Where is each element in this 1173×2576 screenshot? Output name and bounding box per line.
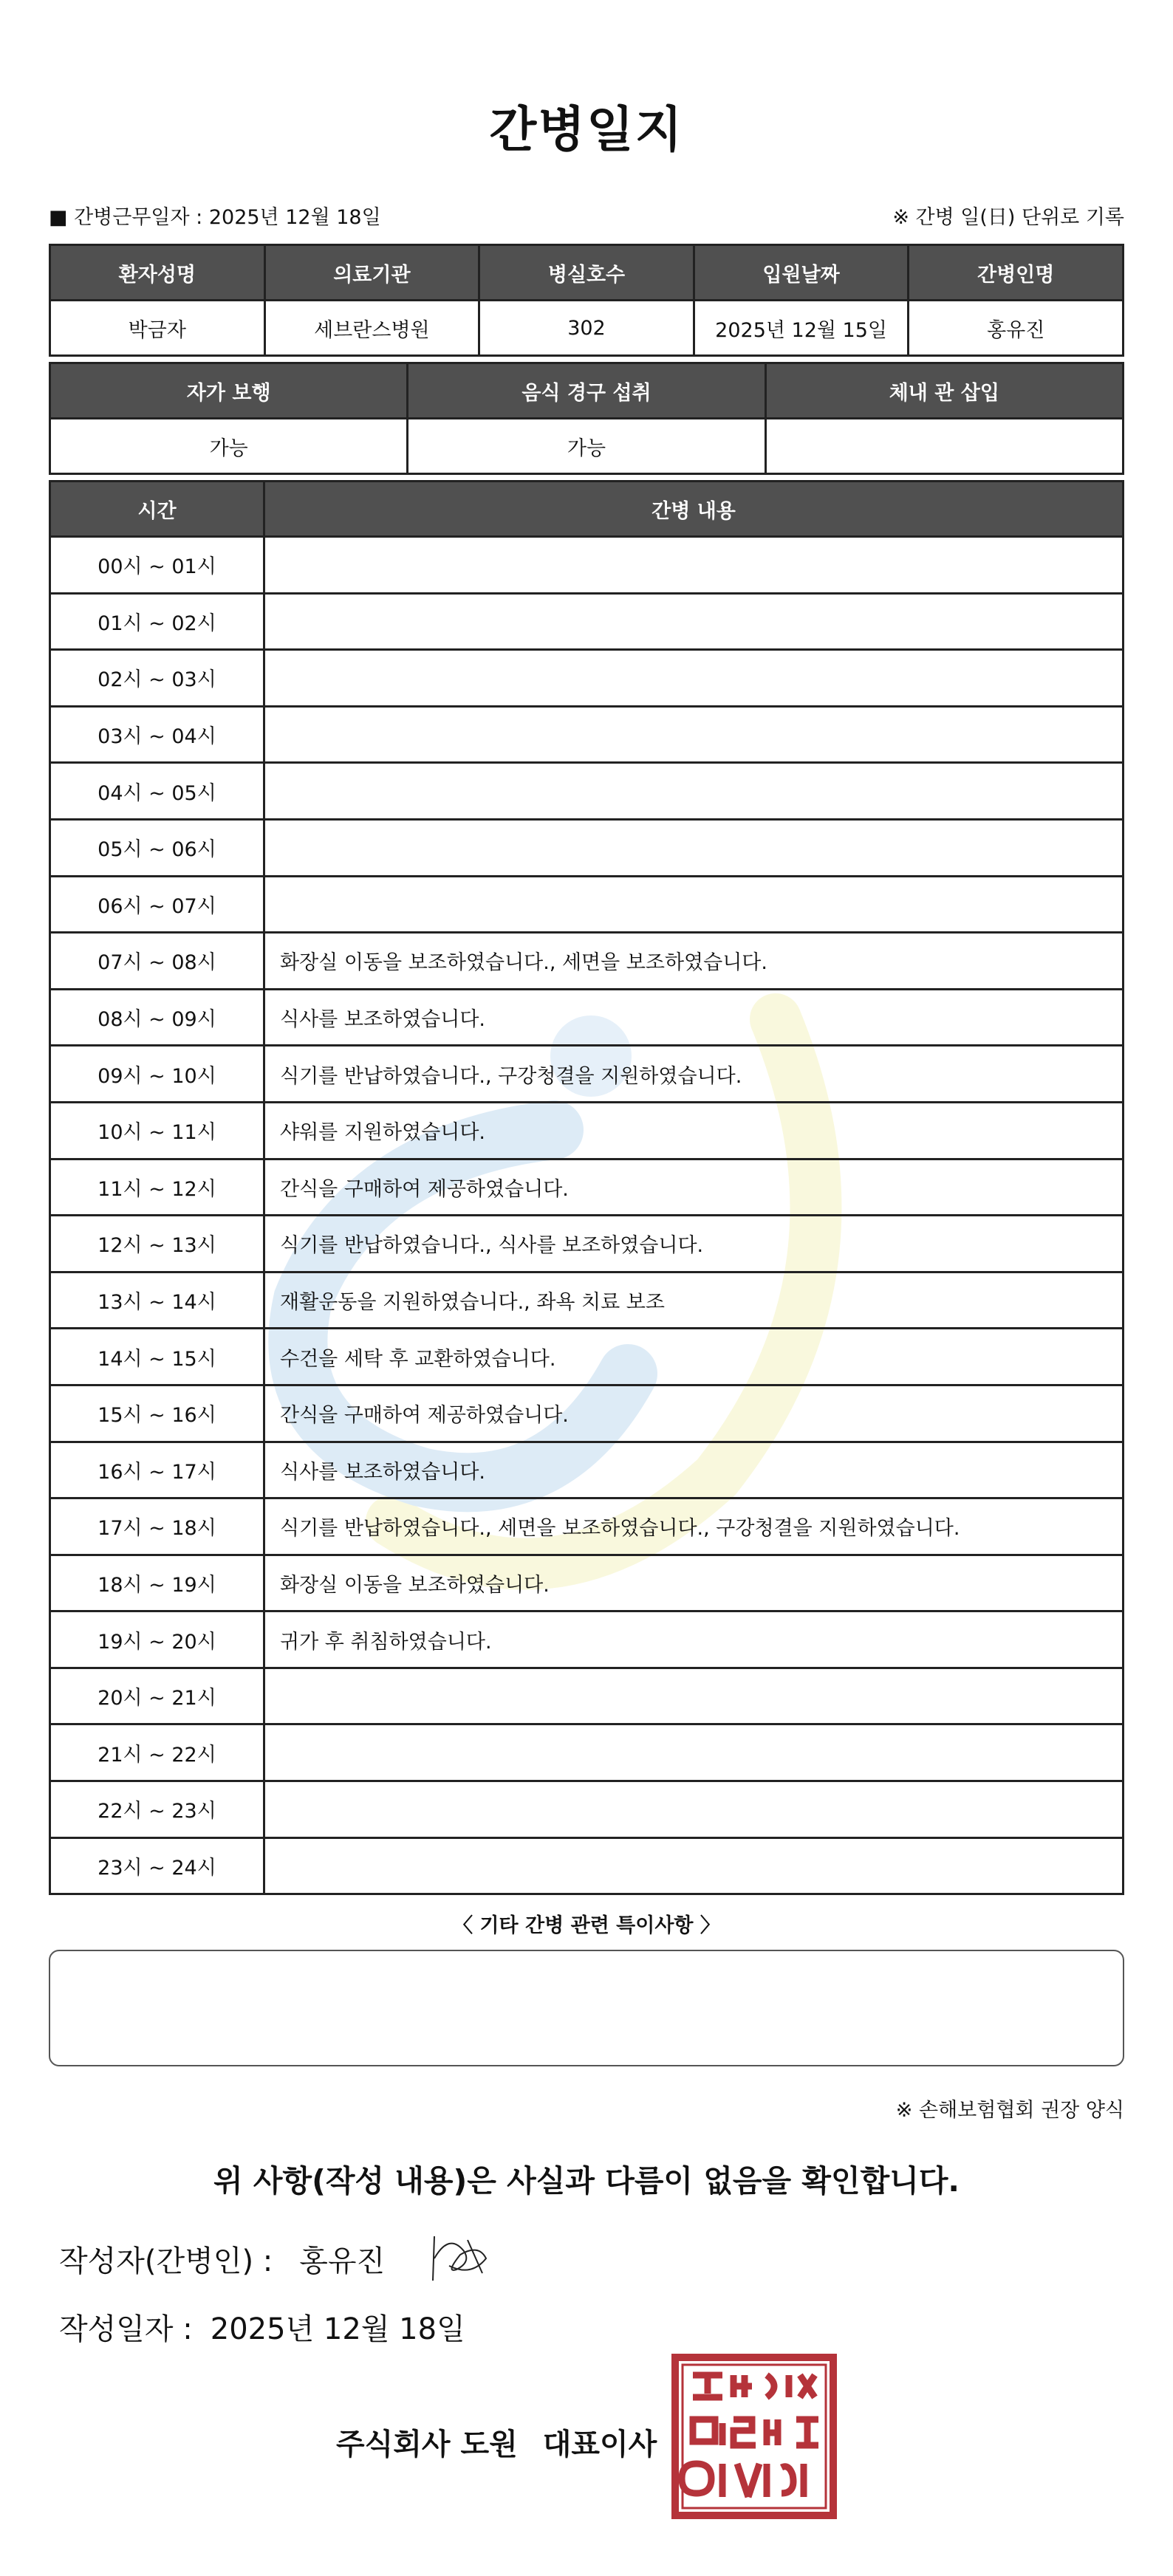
log-row xyxy=(50,650,1124,707)
log-time: 16시 ~ 17시 xyxy=(50,1442,264,1498)
log-row xyxy=(50,706,1124,763)
log-row xyxy=(50,1555,1124,1611)
log-row xyxy=(50,1498,1124,1555)
log-row xyxy=(50,537,1124,594)
log-time: 06시 ~ 07시 xyxy=(50,876,264,933)
log-time: 01시 ~ 02시 xyxy=(50,593,264,650)
log-row xyxy=(50,989,1124,1046)
work-date: ■ 간병근무일자 : 2025년 12월 18일 xyxy=(49,206,381,229)
log-content xyxy=(264,706,1124,763)
log-time: 07시 ~ 08시 xyxy=(50,933,264,990)
writer-label: 작성자(간병인) : xyxy=(59,2244,273,2278)
log-row xyxy=(50,1159,1124,1216)
log-row xyxy=(50,1385,1124,1442)
header-room: 병실호수 xyxy=(479,245,694,301)
log-row xyxy=(50,593,1124,650)
log-row xyxy=(50,1668,1124,1724)
company-name: 주식회사 도원 xyxy=(336,2428,518,2462)
signature-icon xyxy=(427,2229,493,2284)
log-content xyxy=(264,1724,1124,1781)
room-number: 302 xyxy=(479,301,694,356)
log-time: 21시 ~ 22시 xyxy=(50,1724,264,1781)
log-content: 귀가 후 취침하였습니다. xyxy=(264,1611,1124,1668)
log-row xyxy=(50,1611,1124,1668)
hospital: 세브란스병원 xyxy=(264,301,479,356)
written-date-label: 작성일자 : xyxy=(59,2312,193,2346)
log-row xyxy=(50,1102,1124,1159)
log-time: 09시 ~ 10시 xyxy=(50,1046,264,1103)
log-time: 17시 ~ 18시 xyxy=(50,1498,264,1555)
log-content: 식기를 반납하였습니다., 구강청결을 지원하였습니다. xyxy=(264,1046,1124,1103)
admission-date: 2025년 12월 15일 xyxy=(694,301,909,356)
writer-line xyxy=(59,2238,385,2280)
log-content: 재활운동을 지원하였습니다., 좌욕 치료 보조 xyxy=(264,1272,1124,1329)
special-notes-box xyxy=(49,1950,1124,2066)
log-row xyxy=(50,933,1124,990)
company-role: 대표이사 xyxy=(542,2428,657,2462)
header-admission-date: 입원날짜 xyxy=(694,245,909,301)
log-time: 00시 ~ 01시 xyxy=(50,537,264,594)
writer-name: 홍유진 xyxy=(299,2244,386,2278)
header-hospital: 의료기관 xyxy=(264,245,479,301)
log-time: 11시 ~ 12시 xyxy=(50,1159,264,1216)
confirm-statement: 위 사항(작성 내용)은 사실과 다름이 없음을 확인합니다. xyxy=(213,2163,960,2199)
walking-status: 가능 xyxy=(50,419,408,474)
log-content xyxy=(264,593,1124,650)
record-note: ※ 간병 일(日) 단위로 기록 xyxy=(892,206,1124,229)
header-tube: 체내 관 삽입 xyxy=(765,363,1123,419)
log-row xyxy=(50,763,1124,820)
header-walking: 자가 보행 xyxy=(50,363,408,419)
header-time: 시간 xyxy=(50,482,264,537)
log-time: 20시 ~ 21시 xyxy=(50,1668,264,1724)
log-time: 14시 ~ 15시 xyxy=(50,1329,264,1385)
company-seal-icon xyxy=(671,2353,838,2520)
log-content: 간식을 구매하여 제공하였습니다. xyxy=(264,1385,1124,1442)
log-row xyxy=(50,819,1124,876)
header-caregiver: 간병인명 xyxy=(909,245,1124,301)
log-content xyxy=(264,819,1124,876)
caregiver-name: 홍유진 xyxy=(909,301,1124,356)
log-time: 08시 ~ 09시 xyxy=(50,989,264,1046)
log-time: 22시 ~ 23시 xyxy=(50,1781,264,1838)
log-row xyxy=(50,876,1124,933)
recommend-note: ※ 손해보험협회 권장 양식 xyxy=(895,2099,1124,2122)
log-content xyxy=(264,650,1124,707)
patient-name: 박금자 xyxy=(50,301,265,356)
log-content: 식기를 반납하였습니다., 세면을 보조하였습니다., 구강청결을 지원하였습니다. xyxy=(264,1498,1124,1555)
log-content: 간식을 구매하여 제공하였습니다. xyxy=(264,1159,1124,1216)
log-content xyxy=(264,876,1124,933)
log-content: 식사를 보조하였습니다. xyxy=(264,1442,1124,1498)
special-notes-title: 〈 기타 간병 관련 특이사항 〉 xyxy=(453,1914,720,1937)
log-content: 수건을 세탁 후 교환하였습니다. xyxy=(264,1329,1124,1385)
log-content xyxy=(264,1837,1124,1894)
care-log-table xyxy=(49,480,1124,1895)
log-content xyxy=(264,1781,1124,1838)
log-row xyxy=(50,1329,1124,1385)
log-time: 05시 ~ 06시 xyxy=(50,819,264,876)
log-content: 식사를 보조하였습니다. xyxy=(264,989,1124,1046)
log-content: 화장실 이동을 보조하였습니다., 세면을 보조하였습니다. xyxy=(264,933,1124,990)
log-time: 12시 ~ 13시 xyxy=(50,1216,264,1272)
company-line xyxy=(336,2421,657,2463)
log-content: 화장실 이동을 보조하였습니다. xyxy=(264,1555,1124,1611)
written-date: 2025년 12월 18일 xyxy=(210,2312,465,2346)
log-row xyxy=(50,1272,1124,1329)
log-row xyxy=(50,1837,1124,1894)
log-time: 23시 ~ 24시 xyxy=(50,1837,264,1894)
log-content xyxy=(264,537,1124,594)
log-row xyxy=(50,1046,1124,1103)
log-time: 10시 ~ 11시 xyxy=(50,1102,264,1159)
log-time: 19시 ~ 20시 xyxy=(50,1611,264,1668)
log-time: 02시 ~ 03시 xyxy=(50,650,264,707)
log-row xyxy=(50,1442,1124,1498)
log-content: 샤워를 지원하였습니다. xyxy=(264,1102,1124,1159)
log-content: 식기를 반납하였습니다., 식사를 보조하였습니다. xyxy=(264,1216,1124,1272)
header-care-content: 간병 내용 xyxy=(264,482,1124,537)
log-row xyxy=(50,1724,1124,1781)
log-time: 15시 ~ 16시 xyxy=(50,1385,264,1442)
log-time: 18시 ~ 19시 xyxy=(50,1555,264,1611)
log-time: 13시 ~ 14시 xyxy=(50,1272,264,1329)
log-content xyxy=(264,763,1124,820)
patient-info-table xyxy=(49,244,1124,357)
log-time: 03시 ~ 04시 xyxy=(50,706,264,763)
log-row xyxy=(50,1216,1124,1272)
log-row xyxy=(50,1781,1124,1838)
document-title: 간병일지 xyxy=(489,101,684,158)
patient-status-table xyxy=(49,362,1124,475)
log-content xyxy=(264,1668,1124,1724)
header-oral-intake: 음식 경구 섭취 xyxy=(408,363,765,419)
oral-intake-status: 가능 xyxy=(408,419,765,474)
written-date-line xyxy=(59,2306,465,2348)
log-time: 04시 ~ 05시 xyxy=(50,763,264,820)
tube-status xyxy=(765,419,1123,474)
header-patient-name: 환자성명 xyxy=(50,245,265,301)
